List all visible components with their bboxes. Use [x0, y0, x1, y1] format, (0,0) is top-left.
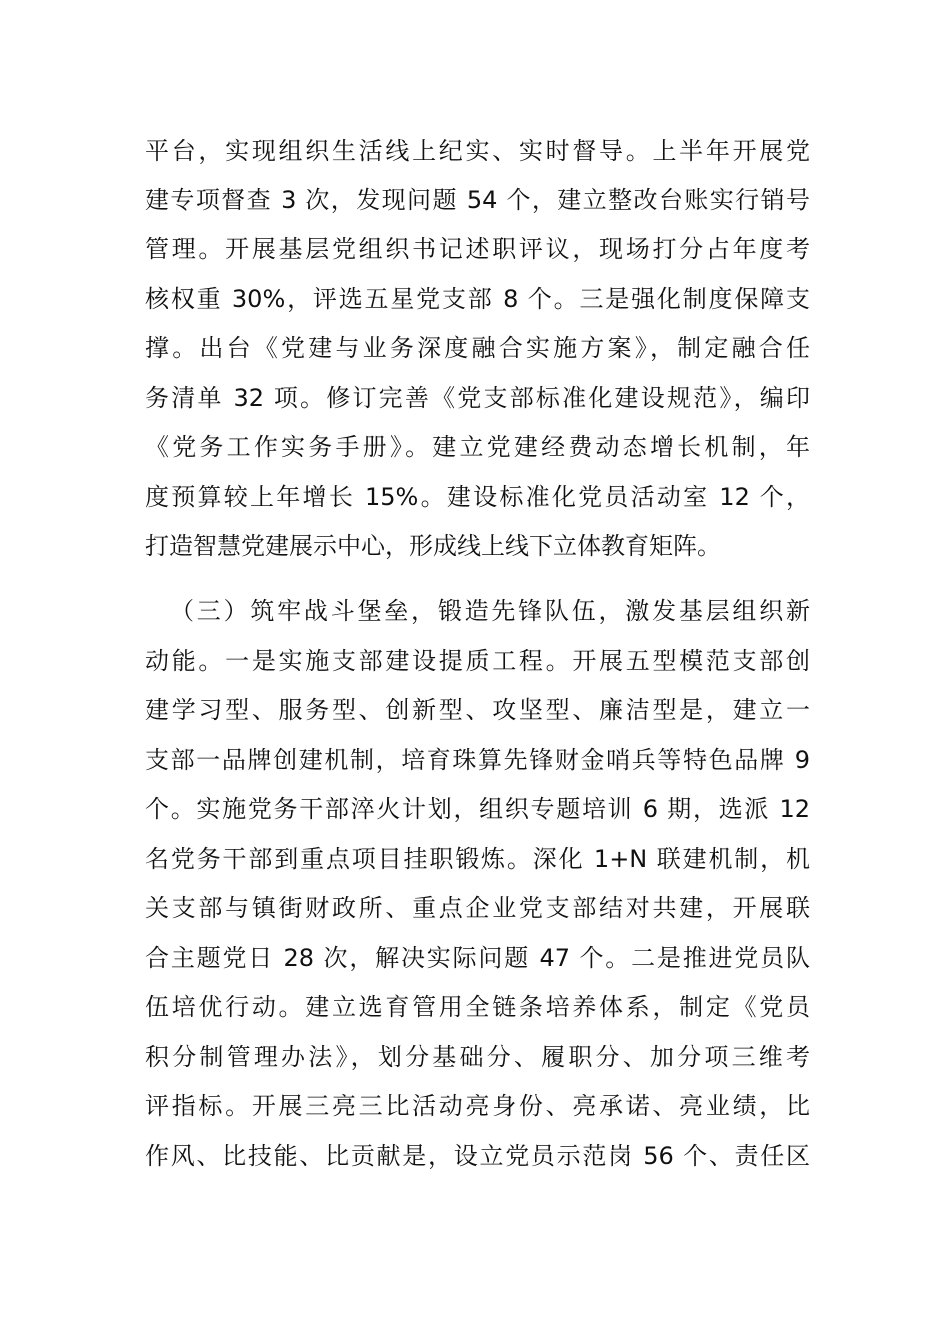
paragraph-2-line-8: 合主题党日 28 次，解决实际问题 47 个。二是推进党员队 [145, 944, 810, 972]
paragraph-1-line-4: 核权重 30%，评选五星党支部 8 个。三是强化制度保障支 [145, 285, 810, 313]
paragraph-1-line-9: 打造智慧党建展示中心，形成线上线下立体教育矩阵。 [145, 532, 721, 560]
paragraph-2-line-11: 评指标。开展三亮三比活动亮身份、亮承诺、亮业绩，比 [145, 1092, 810, 1120]
paragraph-2-line-2: 动能。一是实施支部建设提质工程。开展五型模范支部创 [145, 647, 810, 675]
paragraph-2-line-9: 伍培优行动。建立选育管用全链条培养体系，制定《党员 [145, 993, 810, 1021]
paragraph-1-line-3: 管理。开展基层党组织书记述职评议，现场打分占年度考 [145, 235, 810, 263]
paragraph-1-line-8: 度预算较上年增长 15%。建设标准化党员活动室 12 个， [145, 483, 810, 511]
paragraph-2-line-6: 名党务干部到重点项目挂职锻炼。深化 1+N 联建机制，机 [145, 845, 810, 873]
paragraph-1-line-7: 《党务工作实务手册》。建立党建经费动态增长机制，年 [145, 433, 810, 461]
paragraph-2-line-12: 作风、比技能、比贡献是，设立党员示范岗 56 个、责任区 [145, 1142, 810, 1170]
paragraph-1-line-6: 务清单 32 项。修订完善《党支部标准化建设规范》，编印 [145, 384, 810, 412]
paragraph-2-line-4: 支部一品牌创建机制，培育珠算先锋财金哨兵等特色品牌 9 [145, 746, 810, 774]
paragraph-2-line-10: 积分制管理办法》，划分基础分、履职分、加分项三维考 [145, 1043, 810, 1071]
paragraph-1-line-2: 建专项督查 3 次，发现问题 54 个，建立整改台账实行销号 [145, 186, 810, 214]
paragraph-1-line-5: 撑。出台《党建与业务深度融合实施方案》，制定融合任 [145, 334, 810, 362]
paragraph-2-line-3: 建学习型、服务型、创新型、攻坚型、廉洁型是，建立一 [145, 696, 810, 724]
paragraph-2-line-1: （三）筑牢战斗堡垒，锻造先锋队伍，激发基层组织新 [170, 597, 810, 625]
paragraph-1-line-1: 平台，实现组织生活线上纪实、实时督导。上半年开展党 [145, 137, 810, 165]
paragraph-2-line-7: 关支部与镇街财政所、重点企业党支部结对共建，开展联 [145, 894, 810, 922]
paragraph-2-line-5: 个。实施党务干部淬火计划，组织专题培训 6 期，选派 12 [145, 795, 810, 823]
